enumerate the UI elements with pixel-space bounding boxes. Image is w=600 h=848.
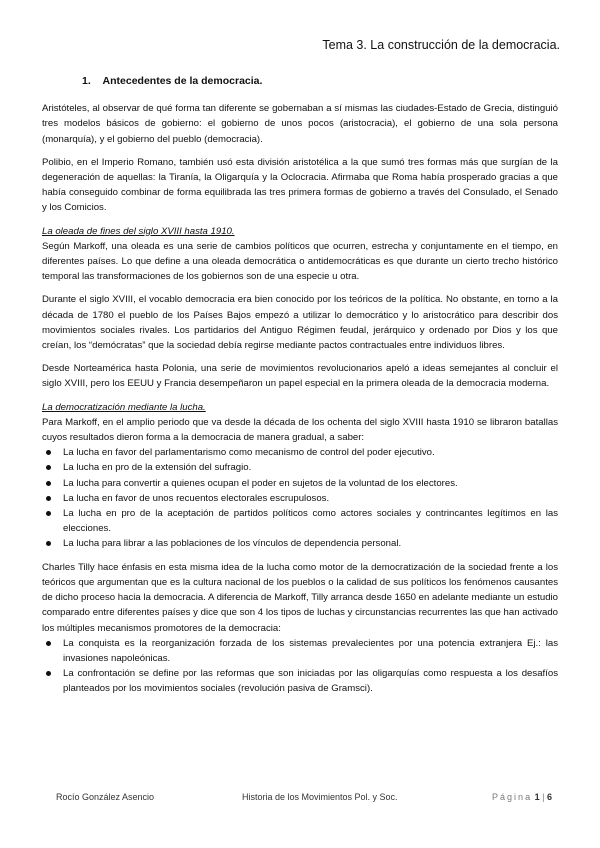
footer-course: Historia de los Movimientos Pol. y Soc. xyxy=(242,792,398,802)
paragraph-aristoteles: Aristóteles, al observar de qué forma tan diferente se gobernaban a sí mismas las ciudades-Estado de Grecia, distinguió tres modelos básicos de gobierno: el gobierno de unos pocos (aristocracia), el gobierno de una sola persona (monarquía), y el gobierno del pueblo (democracia). xyxy=(42,103,558,145)
section-title: Antecedentes de la democracia. xyxy=(102,75,263,87)
page-separator: | xyxy=(542,792,545,802)
subheading-lucha: La democratización mediante la lucha. xyxy=(42,401,206,413)
page-footer xyxy=(56,792,552,806)
paragraph-siglo-xviii: Durante el siglo XVIII, el vocablo democracia era bien conocido por los teóricos de la política. No obstante, en torno a la década de 1780 el pueblo de los Países Bajos empezó a utilizar lo democrático y lo aristocrático para describir dos movimientos sociales rivales. Los partidarios del Antiguo Régimen feudal, jerárquico y ordenado por Dios y los que creían, los “demócratas” que la sociedad debía regirse mediante pactos contractuales entre individuos libres. xyxy=(42,294,558,352)
paragraph-markoff-oleada: Según Markoff, una oleada es una serie de cambios políticos que ocurren, estrecha y conjuntamente en el tiempo, en diferentes países. Lo que define a una oleada democrática o antidemocráticas es que durante un cierto trecho histórico temporal las transformaciones de los gobiernos son de una especie u otra. xyxy=(42,240,558,283)
list-tilly xyxy=(42,636,558,697)
list-item: La lucha para librar a las poblaciones de los vínculos de dependencia personal. xyxy=(42,536,558,551)
paragraph-tilly: Charles Tilly hace énfasis en esta misma idea de la lucha como motor de la democratización de la sociedad frente a los teóricos que argumentan que es la cultura nacional de los pueblos o la calidad de sus políticos los fenómenos causantes de dicho proceso hacia la democracia. A diferencia de Markoff, Tilly arranca desde 1650 en adelante mediante un estudio comparado entre diferentes países y dice que son 4 los tipos de luchas y circunstancias recurrentes las que han activado los múltiples mecanismos promotores de la democracia: xyxy=(42,561,558,634)
page-indicator xyxy=(492,792,552,802)
subheading-oleada: La oleada de fines del siglo XVIII hasta 1910. xyxy=(42,225,235,237)
section-heading xyxy=(42,74,558,89)
list-item: La lucha para convertir a quienes ocupan el poder en sujetos de la voluntad de los electores. xyxy=(42,476,558,491)
list-item: La lucha en pro de la extensión del sufragio. xyxy=(42,460,558,475)
paragraph-markoff-lucha: Para Markoff, en el amplio periodo que va desde la década de los ochenta del siglo XVIII hasta 1910 se libraron batallas cuyos resultados dieron forma a la democracia de manera gradual, a saber: xyxy=(42,416,558,444)
list-item: La lucha en favor de unos recuentos electorales escrupulosos. xyxy=(42,491,558,506)
list-item: La lucha en pro de la aceptación de partidos políticos como actores sociales y contrincantes legítimos en las elecciones. xyxy=(42,506,558,536)
list-luchas xyxy=(42,445,558,551)
document-title: Tema 3. La construcción de la democracia. xyxy=(322,38,560,52)
list-item: La confrontación se define por las reformas que son iniciadas por las oligarquías como respuesta a los desafíos planteados por los movimientos sociales (revolución pasiva de Gramsci). xyxy=(42,666,558,696)
section-number: 1. xyxy=(82,75,91,87)
paragraph-norteamerica: Desde Norteamérica hasta Polonia, una serie de movimientos revolucionarios apeló a ideas semejantes al concluir el siglo XVIII, pero los EEUU y Francia desempeñaron un papel especial en la primera oleada de la democracia moderna. xyxy=(42,363,558,390)
list-item: La conquista es la reorganización forzada de los sistemas prevalecientes por una potencia extranjera Ej.: las invasiones napoleónicas. xyxy=(42,636,558,666)
page-number: 1 xyxy=(534,792,540,802)
page-label: Página xyxy=(492,792,533,802)
list-item: La lucha en favor del parlamentarismo como mecanismo de control del poder ejecutivo. xyxy=(42,445,558,460)
footer-author: Rocío González Asencio xyxy=(56,792,155,802)
document-body xyxy=(42,74,558,705)
total-pages: 6 xyxy=(546,792,552,802)
paragraph-polibio: Polibio, en el Imperio Romano, también usó esta división aristotélica a la que sumó tres formas más que surgían de la degeneración de aquellas: la Tiranía, la Oligarquía y la Oclocracia. Afirmaba que Roma había prosperado gracias a que había conseguido combinar de forma equilibrada las tres primera formas de gobierno a través del Consulado, el Senado y los Comicios. xyxy=(42,156,558,214)
